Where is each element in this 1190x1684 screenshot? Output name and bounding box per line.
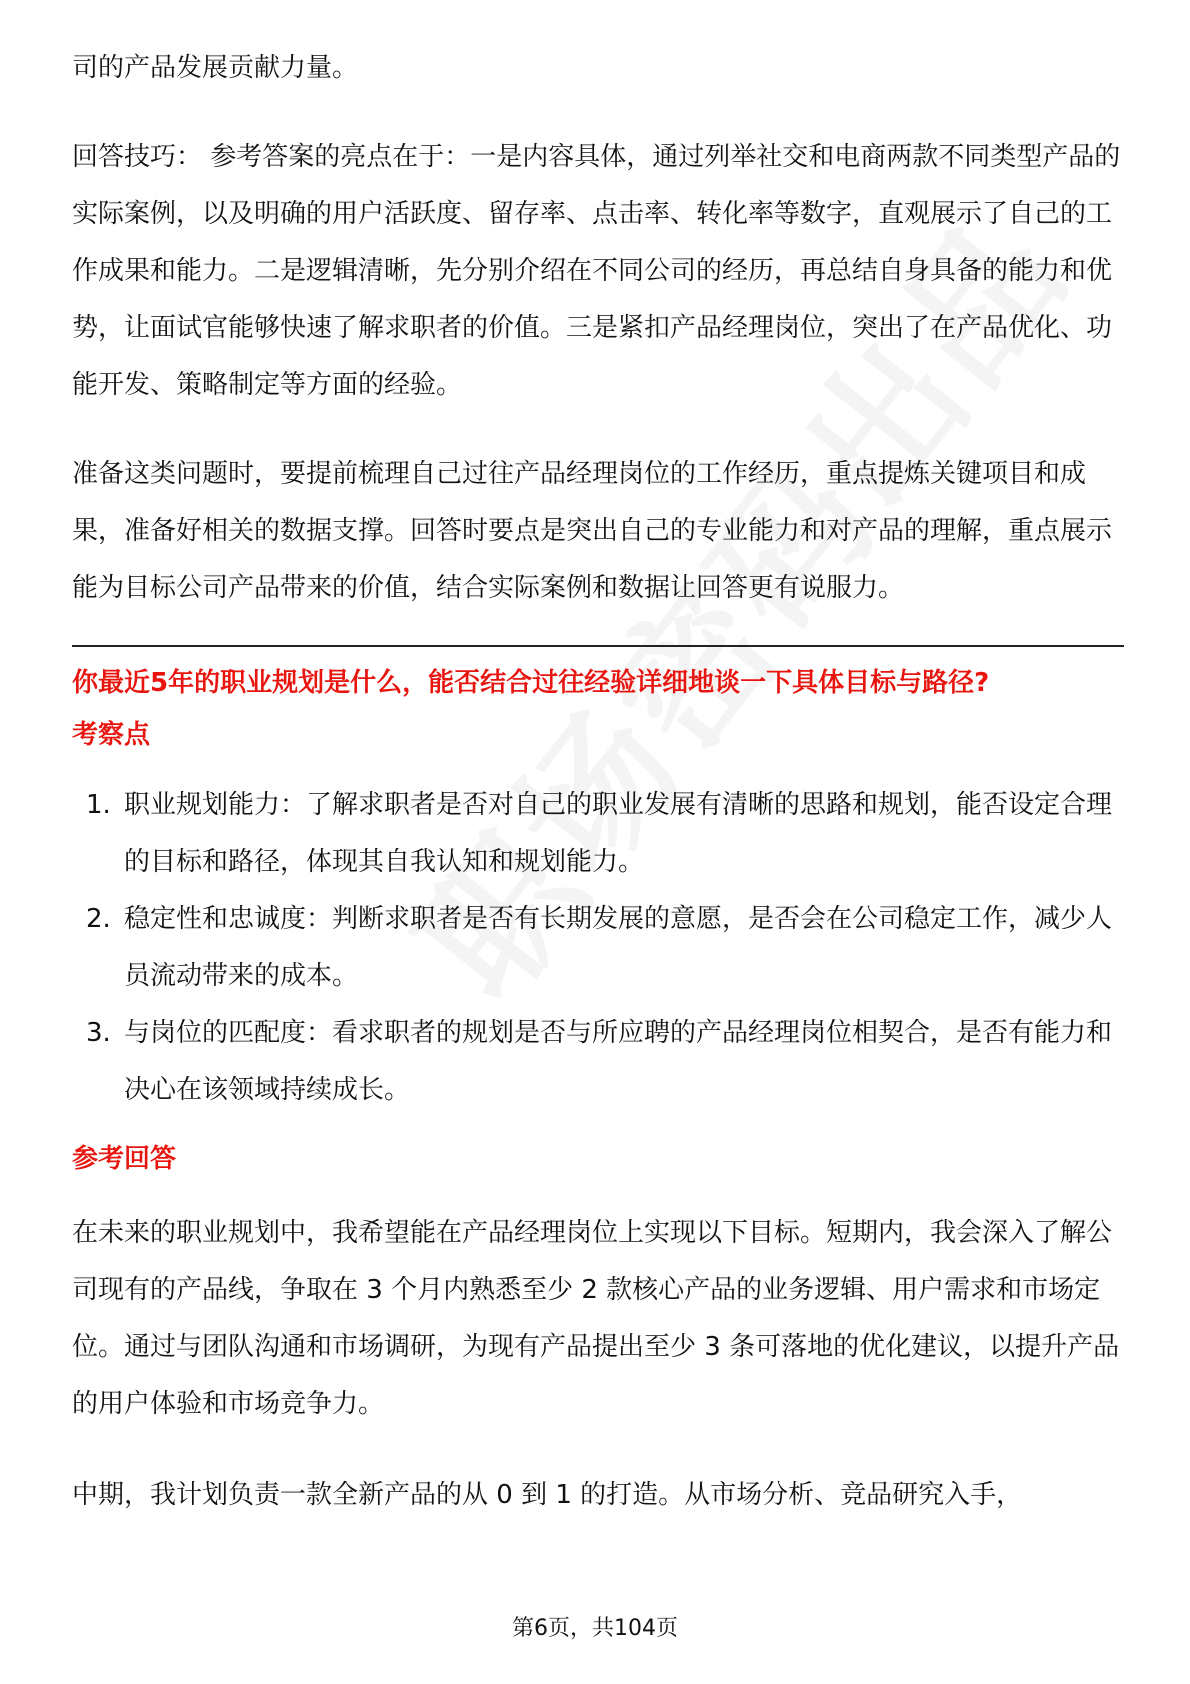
list-number: 2.	[86, 904, 111, 934]
list-item	[72, 777, 1124, 891]
answer-paragraph: 在未来的职业规划中，我希望能在产品经理岗位上实现以下目标。短期内，我会深入了解公司现有的产品线，争取在 3 个月内熟悉至少 2 款核心产品的业务逻辑、用户需求和市场定位。通过与团队沟通和市场调研，为现有产品提出至少 3 条可落地的优化建议，以提升产品的用户体验和市场竞争力。	[72, 1218, 1120, 1419]
preparation-paragraph: 准备这类问题时，要提前梳理自己过往产品经理岗位的工作经历，重点提炼关键项目和成果，准备好相关的数据支撑。回答时要点是突出自己的专业能力和对产品的理解，重点展示能为目标公司产品带来的价值，结合实际案例和数据让回答更有说服力。	[72, 459, 1113, 603]
list-item	[72, 1005, 1124, 1119]
list-number: 3.	[86, 1018, 111, 1048]
list-item-text: 职业规划能力：了解求职者是否对自己的职业发展有清晰的思路和规划，能否设定合理的目标和路径，体现其自我认知和规划能力。	[124, 790, 1113, 877]
reference-answer-heading: 参考回答	[72, 1144, 177, 1174]
list-number: 1.	[86, 790, 111, 820]
answer-paragraph: 中期，我计划负责一款全新产品的从 0 到 1 的打造。从市场分析、竞品研究入手，	[72, 1480, 1023, 1510]
question-heading: 你最近5年的职业规划是什么，能否结合过往经验详细地谈一下具体目标与路径?	[72, 668, 990, 698]
list-item	[72, 891, 1124, 1005]
content	[72, 40, 1124, 1524]
page-footer: 第6页，共104页	[512, 1616, 678, 1641]
exam-points-heading: 考察点	[72, 720, 151, 750]
list-item-text: 与岗位的匹配度：看求职者的规划是否与所应聘的产品经理岗位相契合，是否有能力和决心在该领域持续成长。	[124, 1018, 1113, 1105]
paragraph-continuation: 司的产品发展贡献力量。	[72, 53, 359, 83]
exam-points-list	[72, 777, 1124, 1119]
section-divider	[72, 645, 1124, 647]
list-item-text: 稳定性和忠诚度：判断求职者是否有长期发展的意愿，是否会在公司稳定工作，减少人员流动带来的成本。	[124, 904, 1113, 991]
answer-tips-paragraph: 回答技巧： 参考答案的亮点在于：一是内容具体，通过列举社交和电商两款不同类型产品的实际案例，以及明确的用户活跃度、留存率、点击率、转化率等数字，直观展示了自己的工作成果和能力。二是逻辑清晰，先分别介绍在不同公司的经历，再总结自身具备的能力和优势，让面试官能够快速了解求职者的价值。三是紧扣产品经理岗位，突出了在产品优化、功能开发、策略制定等方面的经验。	[72, 142, 1121, 400]
